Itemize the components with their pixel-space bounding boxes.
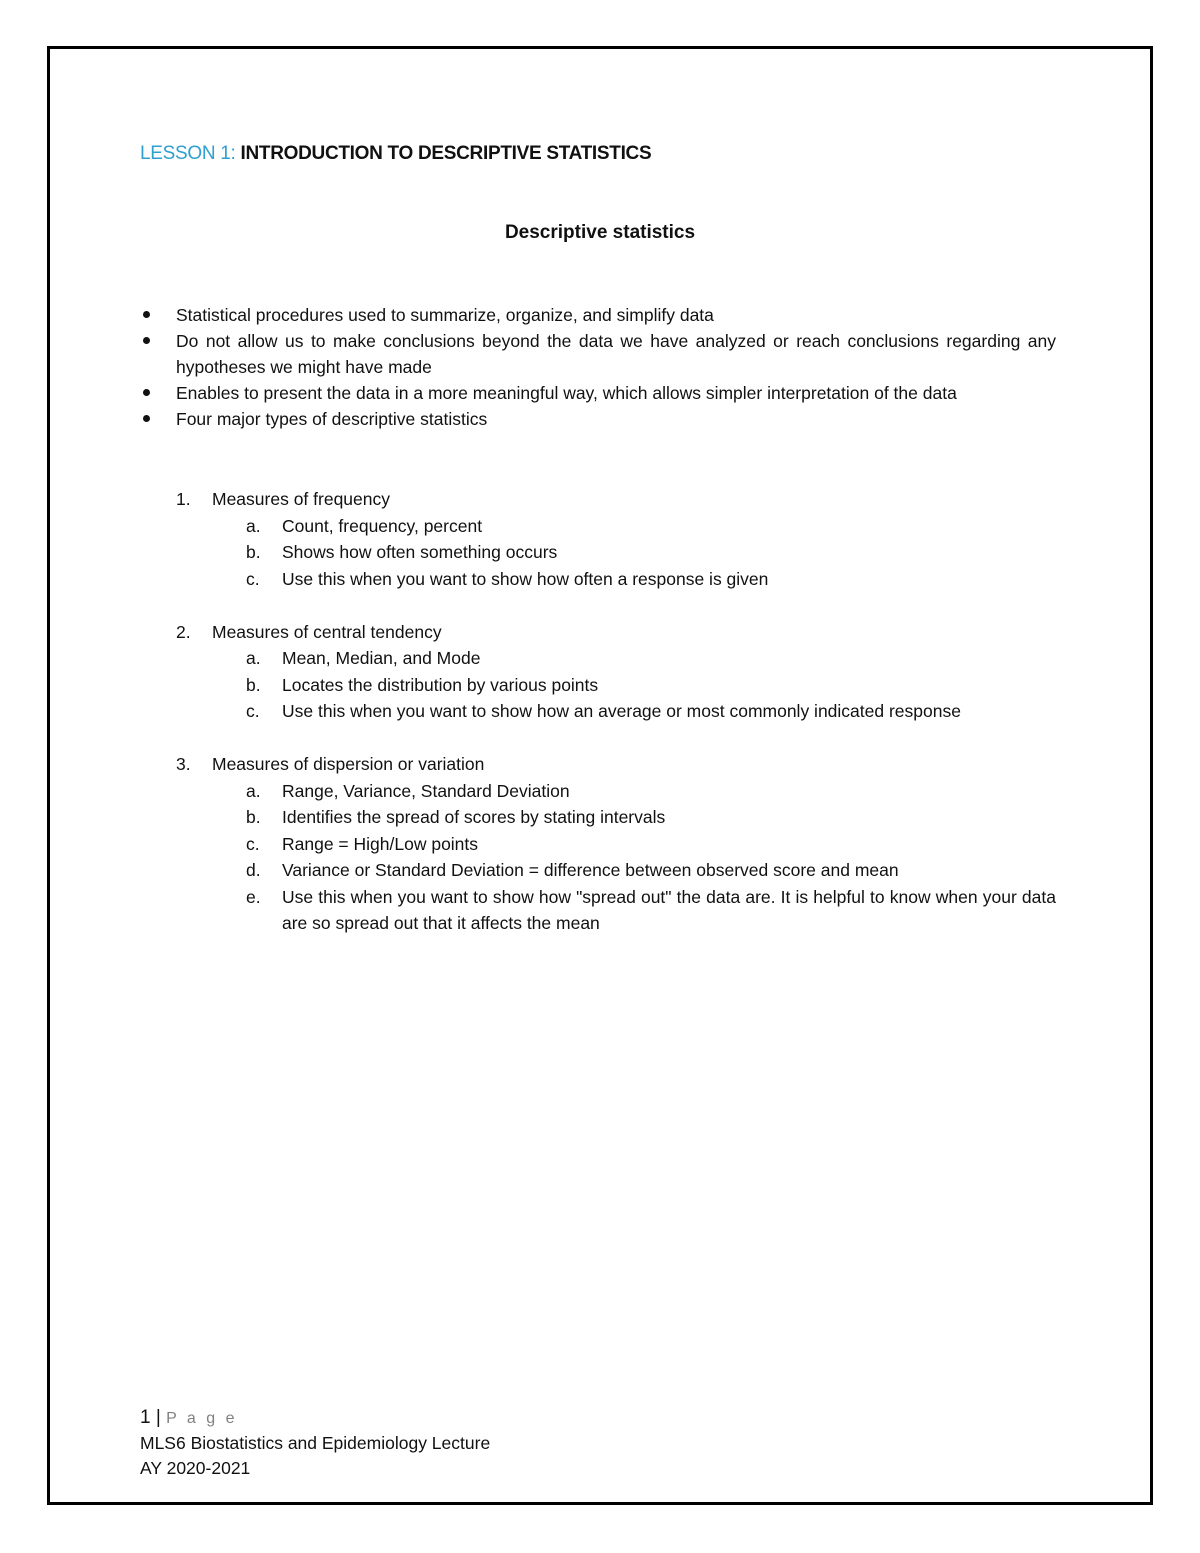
- type-label: Measures of central tendency: [212, 621, 442, 642]
- sub-letter: a.: [246, 780, 261, 801]
- sub-text: Locates the distribution by various points: [282, 674, 599, 695]
- sub-item: [140, 672, 1056, 699]
- page-number: 1: [140, 1407, 151, 1428]
- bullet-item: [140, 406, 1056, 432]
- sub-text: Range, Variance, Standard Deviation: [282, 780, 570, 801]
- sub-letter: a.: [246, 515, 261, 536]
- sub-list: [140, 513, 1056, 593]
- bullet-list: [140, 302, 1056, 432]
- bullet-dot-icon: [143, 415, 150, 422]
- sub-text: Mean, Median, and Mode: [282, 648, 481, 668]
- type-number: 3.: [176, 754, 191, 774]
- sub-item: [140, 857, 1056, 884]
- sub-text: Range = High/Low points: [282, 833, 479, 854]
- sub-item: [140, 698, 1056, 725]
- sub-letter: d.: [246, 860, 261, 880]
- type-number: 1.: [176, 489, 191, 509]
- sub-list: [140, 645, 1056, 725]
- bullet-text: Statistical procedures used to summarize, organize, and simplify data: [176, 305, 714, 325]
- sub-letter: b.: [246, 807, 261, 827]
- sub-item: [140, 831, 1056, 858]
- sub-text: Identifies the spread of scores by stating intervals: [282, 807, 666, 827]
- sub-item: [140, 539, 1056, 566]
- lesson-title: INTRODUCTION TO DESCRIPTIVE STATISTICS: [240, 143, 652, 164]
- type-heading: [140, 486, 1056, 513]
- sub-item: [140, 884, 1056, 937]
- type-heading: [140, 619, 1056, 646]
- statistics-types-list: [140, 486, 1056, 963]
- sub-letter: c.: [246, 833, 260, 854]
- type-label: Measures of dispersion or variation: [212, 754, 485, 774]
- academic-year: AY 2020-2021: [140, 1458, 251, 1478]
- bullet-text: Do not allow us to make conclusions beyond the data we have analyzed or reach conclusions regarding any hypotheses we might have made: [176, 331, 1056, 377]
- type-block-dispersion: [140, 751, 1056, 937]
- sub-item: [140, 804, 1056, 831]
- bullet-dot-icon: [143, 337, 150, 344]
- sub-text: Variance or Standard Deviation = difference between observed score and mean: [282, 860, 899, 880]
- sub-item: [140, 566, 1056, 593]
- sub-text: Use this when you want to show how an average or most commonly indicated response: [282, 701, 961, 721]
- type-block-central-tendency: [140, 619, 1056, 725]
- sub-item: [140, 645, 1056, 672]
- sub-item: [140, 778, 1056, 805]
- sub-list: [140, 778, 1056, 937]
- type-heading: [140, 751, 1056, 778]
- sub-text: Use this when you want to show how "spread out" the data are. It is helpful to know when your data are so spread out that it affects the mean: [282, 886, 1056, 933]
- bullet-item: [140, 328, 1056, 380]
- sub-text: Shows how often something occurs: [282, 542, 558, 562]
- sub-letter: e.: [246, 886, 261, 907]
- bullet-dot-icon: [143, 389, 150, 396]
- sub-letter: c.: [246, 568, 260, 589]
- type-block-frequency: [140, 486, 1056, 592]
- bullet-text: Enables to present the data in a more meaningful way, which allows simpler interpretation of the data: [176, 383, 957, 403]
- course-name: MLS6 Biostatistics and Epidemiology Lecture: [140, 1433, 491, 1453]
- page-word: P a g e: [166, 1410, 238, 1427]
- type-label: Measures of frequency: [212, 489, 391, 509]
- section-title: Descriptive statistics: [504, 222, 696, 243]
- sub-text: Count, frequency, percent: [282, 515, 483, 536]
- type-number: 2.: [176, 621, 191, 642]
- bullet-text: Four major types of descriptive statistics: [176, 409, 488, 429]
- bullet-dot-icon: [143, 311, 150, 318]
- lesson-prefix: LESSON 1:: [140, 143, 236, 164]
- lesson-heading: [140, 143, 651, 165]
- sub-letter: b.: [246, 674, 261, 695]
- sub-item: [140, 513, 1056, 540]
- page-footer: [140, 1405, 490, 1481]
- bullet-item: [140, 302, 1056, 328]
- sub-letter: b.: [246, 542, 261, 562]
- page-separator: |: [155, 1407, 161, 1428]
- page-number-line: [140, 1405, 490, 1431]
- sub-letter: a.: [246, 648, 261, 668]
- sub-text: Use this when you want to show how often a response is given: [282, 568, 769, 589]
- bullet-item: [140, 380, 1056, 406]
- sub-letter: c.: [246, 701, 260, 721]
